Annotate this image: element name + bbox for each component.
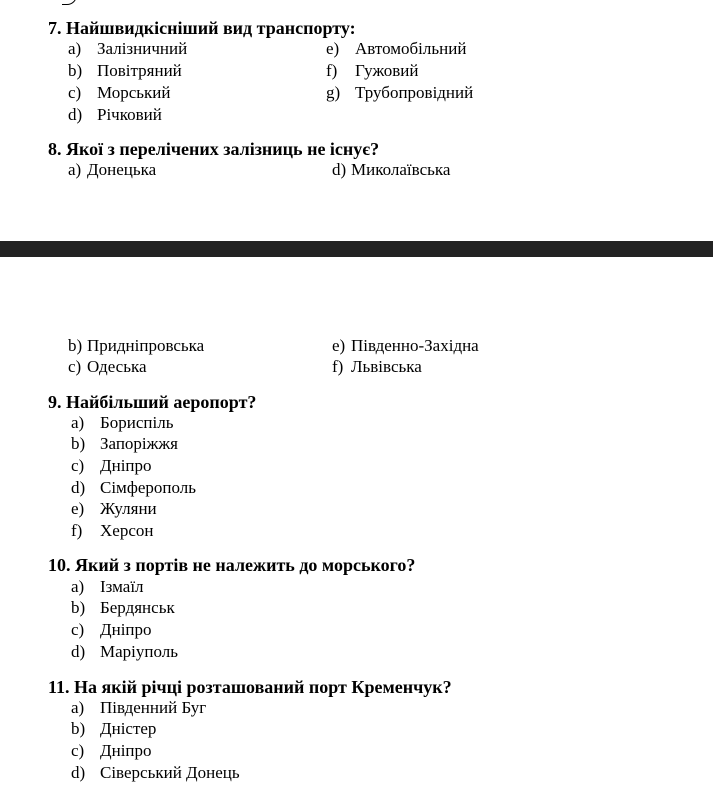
q10-option-a: a) Ізмаїл — [71, 577, 144, 596]
q10-option-d: d) Маріуполь — [71, 642, 178, 661]
q11-option-b: b) Дністер — [71, 719, 157, 738]
question-7-title: 7. Найшвидкісніший вид транспорту: — [48, 18, 356, 38]
q9-option-a: a) Бориспіль — [71, 413, 174, 432]
question-9-title: 9. Найбільший аеропорт? — [48, 392, 257, 412]
q7-option-a: a) Залізничний — [68, 39, 188, 58]
q9-option-c: c) Дніпро — [71, 456, 152, 475]
q8-option-c: c) Одеська — [68, 357, 147, 376]
q9-option-e: e) Жуляни — [71, 499, 157, 518]
scan-divider-band — [0, 241, 713, 257]
q8-option-f: f) Львівська — [332, 357, 422, 376]
question-10-title: 10. Який з портів не належить до морського? — [48, 555, 416, 575]
q9-option-f: f) Херсон — [71, 521, 154, 540]
q11-option-d: d) Сіверський Донець — [71, 763, 240, 782]
q7-option-f: f) Гужовий — [326, 61, 419, 80]
q7-option-d: d) Річковий — [68, 105, 162, 124]
q8-option-a: a) Донецька — [68, 160, 157, 179]
q10-option-c: c) Дніпро — [71, 620, 152, 639]
q11-option-c: c) Дніпро — [71, 741, 152, 760]
question-8-title: 8. Якої з перелічених залізниць не існує? — [48, 139, 380, 159]
q7-option-e: e) Автомобільний — [326, 39, 467, 58]
q9-option-d: d) Сімферополь — [71, 478, 196, 497]
q11-option-a: a) Південний Буг — [71, 698, 207, 717]
q7-option-g: g) Трубопровідний — [326, 83, 474, 102]
q7-option-c: c) Морський — [68, 83, 171, 102]
q10-option-b: b) Бердянськ — [71, 598, 175, 617]
q9-option-b: b) Запоріжжя — [71, 434, 178, 453]
previous-question-fragment — [62, 0, 77, 5]
question-11-title: 11. На якій річці розташований порт Кременчук? — [48, 677, 452, 697]
q8-option-e: e) Південно-Західна — [332, 336, 479, 355]
q7-option-b: b) Повітряний — [68, 61, 182, 80]
q8-option-b: b) Придніпровська — [68, 336, 205, 355]
q8-option-d: d) Миколаївська — [332, 160, 451, 179]
